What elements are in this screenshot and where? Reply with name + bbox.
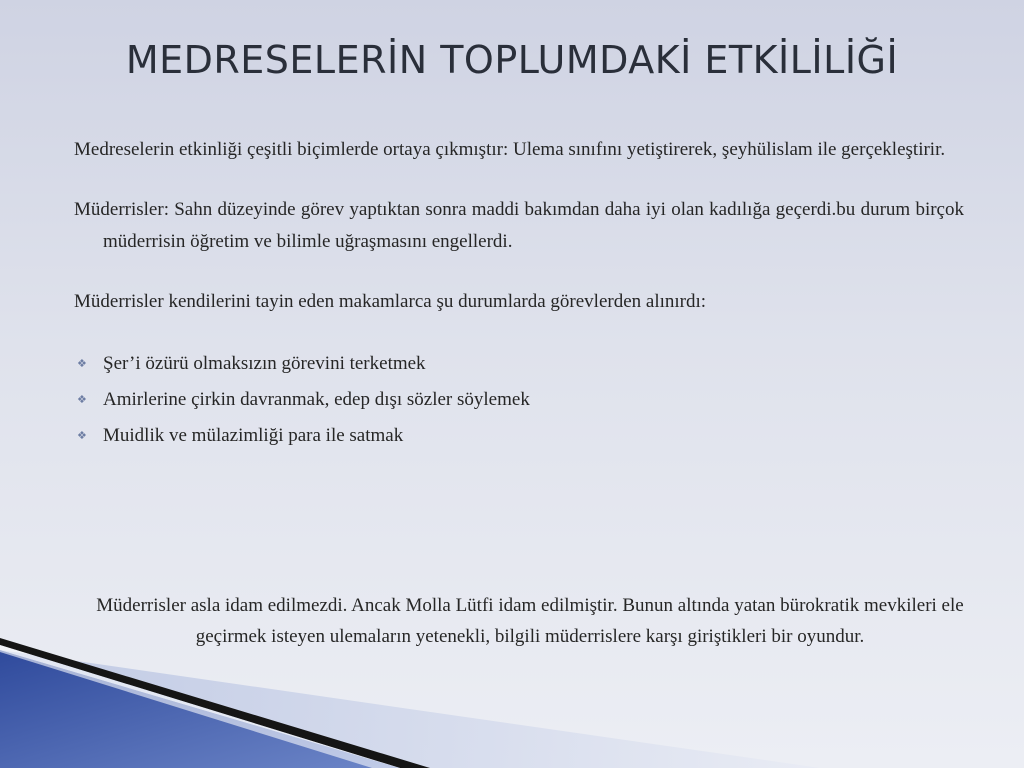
slide-content — [74, 134, 964, 454]
bullet-item — [74, 382, 964, 418]
bullet-item — [74, 346, 964, 382]
diamond-bullet-icon: ❖ — [77, 357, 87, 370]
bullet-text: Muidlik ve mülazimliği para ile satmak — [103, 425, 404, 446]
diamond-bullet-icon: ❖ — [77, 393, 87, 406]
bullet-item — [74, 418, 964, 454]
diamond-bullet-icon: ❖ — [77, 429, 87, 442]
paragraph: Müderrisler: Sahn düzeyinde görev yaptıktan sonra maddi bakımdan daha iyi olan kadılığa geçerdi.bu durum birçok müderrisin öğretim ve bilimle uğraşmasını engellerdi. — [74, 199, 964, 252]
bullet-text: Amirlerine çirkin davranmak, edep dışı sözler söylemek — [103, 389, 530, 410]
closing-paragraph: Müderrisler asla idam edilmezdi. Ancak Molla Lütfi idam edilmiştir. Bunun altında yatan bürokratik mevkileri ele geçirmek isteyen ulemaların yetenekli, bilgili müderrislere karşı giriştikleri bir oyundur. — [96, 595, 964, 647]
paragraph: Müderrisler kendilerini tayin eden makamlarca şu durumlarda görevlerden alınırdı: — [74, 291, 707, 312]
bullet-list — [74, 346, 964, 454]
bullet-text: Şer’i özürü olmaksızın görevini terketmek — [103, 353, 426, 374]
paragraph: Medreselerin etkinliği çeşitli biçimlerde ortaya çıkmıştır: Ulema sınıfını yetiştirerek, şeyhülislam ile gerçekleştirir. — [74, 139, 946, 160]
slide-title: MEDRESELERİN TOPLUMDAKİ ETKİLİLİĞİ — [125, 38, 899, 82]
